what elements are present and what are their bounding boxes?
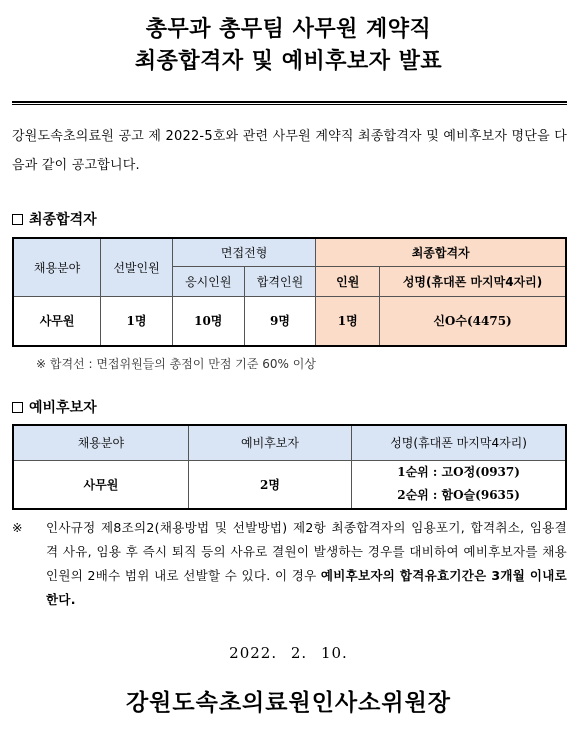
section-reserve-label: 예비후보자 bbox=[29, 400, 97, 416]
header-final-count: 인원 bbox=[316, 266, 380, 296]
intro-paragraph: 강원도속초의료원 공고 제 2022-5호와 관련 사무원 계약직 최종합격자 및 예비후보자 명단을 다음과 같이 공고합니다. bbox=[12, 129, 567, 173]
cell-field: 사무원 bbox=[13, 296, 101, 346]
cell-final-name: 신O수(4475) bbox=[380, 296, 566, 346]
footnote-emphasis: 예비후보자의 합격유효기간은 3개월 이내로 한다. bbox=[46, 568, 567, 607]
cell-reserve: 2명 bbox=[188, 460, 351, 509]
header-field: 채용분야 bbox=[13, 425, 188, 460]
title-line-1: 총무과 총무팀 사무원 계약직 bbox=[145, 17, 432, 42]
table-row bbox=[13, 296, 566, 346]
pass-line-note: ※ 합격선 : 면접위원들의 총점이 만점 기준 60% 이상 bbox=[36, 357, 316, 371]
document-title bbox=[12, 14, 565, 78]
section-final-label: 최종합격자 bbox=[29, 212, 97, 228]
header-final: 최종합격자 bbox=[316, 238, 566, 266]
section-reserve-heading bbox=[12, 397, 97, 417]
cell-selection-count: 1명 bbox=[101, 296, 173, 346]
header-interview: 면접전형 bbox=[172, 238, 315, 266]
cell-final-count: 1명 bbox=[316, 296, 380, 346]
cell-passed: 9명 bbox=[244, 296, 316, 346]
announcement-date: 2022. 2. 10. bbox=[229, 644, 348, 662]
footnote-text bbox=[46, 516, 567, 612]
footnote-body: 인사규정 제8조의2(채용방법 및 선발방법) 제2항 최종합격자의 임용포기, 합격취소, 임용결격 사유, 임용 후 즉시 퇴직 등의 사유로 결원이 발생하는 경우를 대비하여 예비후보자를 채용인원의 2배수 범위 내로 선발할 수 있다. 이 경우 bbox=[46, 520, 567, 583]
cell-field: 사무원 bbox=[13, 460, 188, 509]
header-passed: 합격인원 bbox=[244, 266, 316, 296]
footnote bbox=[12, 516, 567, 612]
reserve-candidates-table bbox=[12, 424, 567, 510]
header-final-name: 성명(휴대폰 마지막4자리) bbox=[380, 266, 566, 296]
title-rule-top bbox=[12, 101, 567, 103]
header-applicants: 응시인원 bbox=[172, 266, 244, 296]
signer: 강원도속초의료원인사소위원장 bbox=[125, 689, 452, 716]
header-name: 성명(휴대폰 마지막4자리) bbox=[352, 425, 566, 460]
title-line-2: 최종합격자 및 예비후보자 발표 bbox=[134, 49, 443, 74]
rank-2: 2순위 : 함O슬(9635) bbox=[397, 488, 520, 503]
section-final-heading bbox=[12, 209, 97, 229]
rank-1: 1순위 : 고O정(0937) bbox=[397, 465, 520, 480]
checkbox-square-icon bbox=[12, 402, 23, 413]
cell-names bbox=[352, 460, 566, 509]
table-row bbox=[13, 460, 566, 509]
cell-applicants: 10명 bbox=[172, 296, 244, 346]
final-passers-table bbox=[12, 237, 567, 347]
title-rule-bottom bbox=[12, 104, 567, 105]
header-field: 채용분야 bbox=[13, 238, 101, 296]
checkbox-square-icon bbox=[12, 214, 23, 225]
header-selection-count: 선발인원 bbox=[101, 238, 173, 296]
header-reserve: 예비후보자 bbox=[188, 425, 351, 460]
footnote-mark: ※ bbox=[12, 520, 23, 535]
